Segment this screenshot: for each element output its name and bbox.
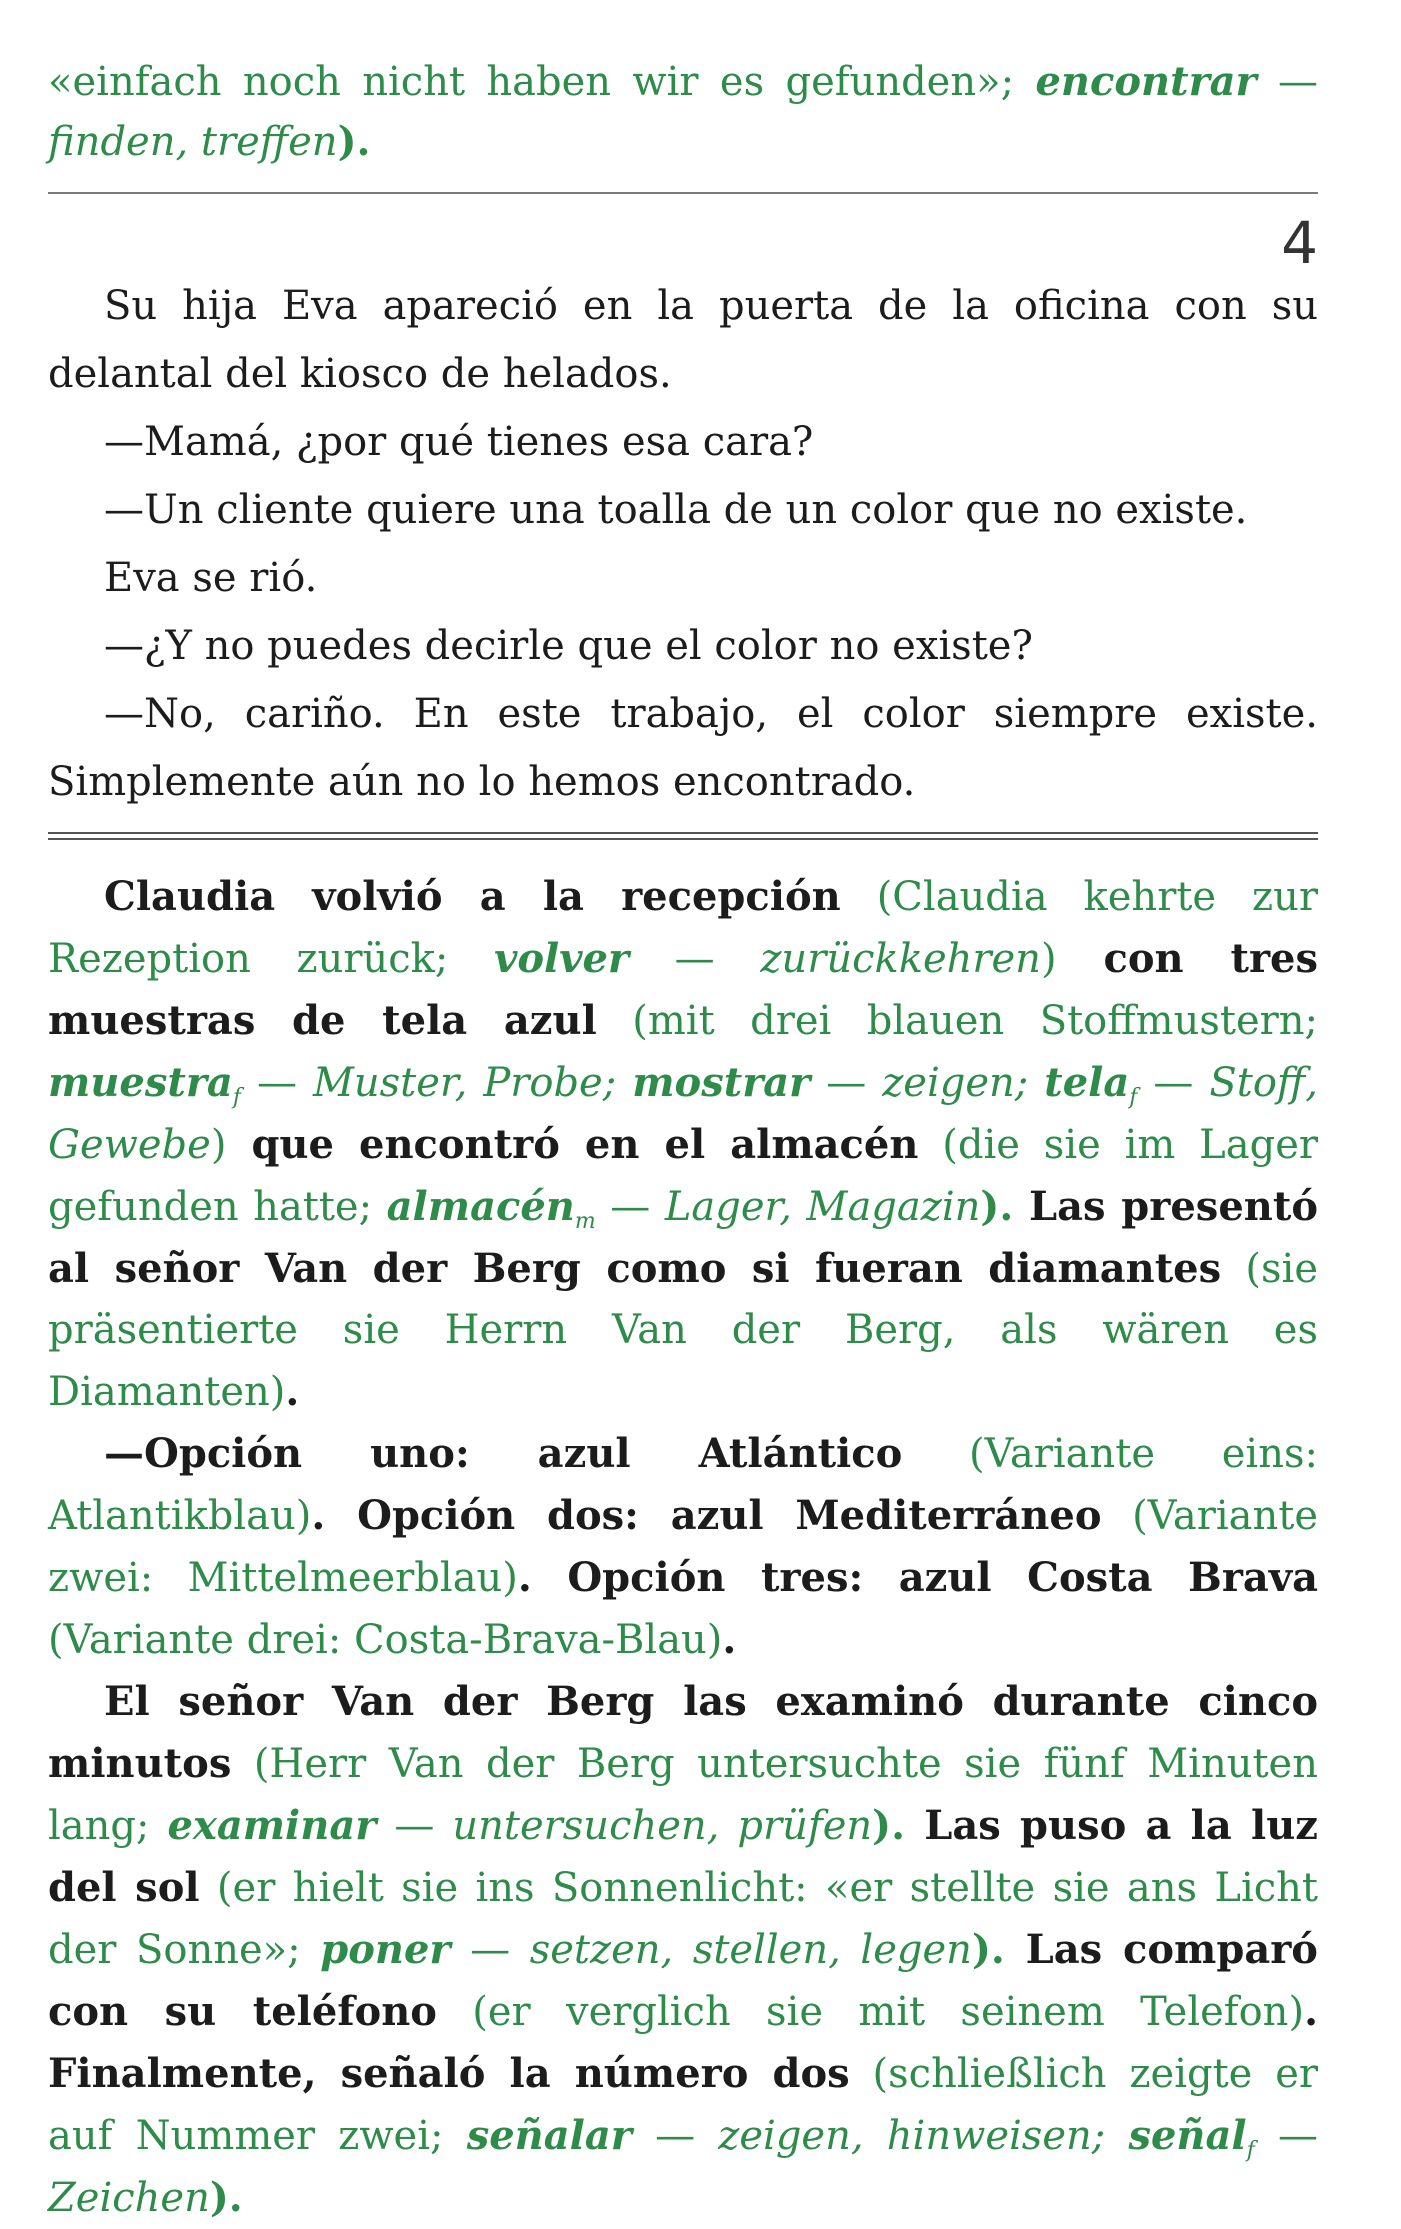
story-paragraph: —No, cariño. En este trabajo, el color siempre existe. Simplemente aún no lo hemos encontrado. <box>48 691 1318 805</box>
story-paragraph: —Mamá, ¿por qué tienes esa cara? <box>104 419 814 465</box>
story-paragraph: —Un cliente quiere una toalla de un color que no existe. <box>104 487 1248 533</box>
gloss-paragraph: Claudia volvió a la recepción (Claudia kehrte zur Rezeption zurück; volver — zurückkehren) con tres muestras de tela azul (mit drei blauen Stoffmustern; muestra$_f$ — Muster, Probe; mostrar — zeigen; tela$_f$ — Stoff, Gewebe) que encontró en el almacén (die sie im Lager gefunden hatte; almacén$_m$ — Lager, Magazin). Las presentó al señor Van der Berg como si fueran diamantes (sie präsentierte sie Herrn Van der Berg, als wären es Diamanten). <box>48 873 1319 1415</box>
story-paragraph: Su hija Eva apareció en la puerta de la oficina con su delantal del kiosco de helados. <box>48 283 1318 397</box>
previous-gloss-fragment: «einfach noch nicht haben wir es gefunden»; encontrar — finden, treffen). <box>48 58 1318 165</box>
story-paragraph: Eva se rió. <box>104 555 318 601</box>
book-page <box>48 52 1318 2229</box>
story-passage <box>48 272 1318 816</box>
section-divider <box>48 192 1318 194</box>
gloss-paragraph: —Opción uno: azul Atlántico (Variante eins: Atlantikblau). Opción dos: azul Mediterráneo (Variante zwei: Mittelmeerblau). Opción tres: azul Costa Brava (Variante drei: Costa-Brava-Blau). <box>48 1430 1319 1663</box>
glossed-passage <box>48 866 1318 2229</box>
double-divider <box>48 832 1318 840</box>
gloss-paragraph: El señor Van der Berg las examinó durante cinco minutos (Herr Van der Berg untersuchte sie fünf Minuten lang; examinar — untersuchen, prüfen). Las puso a la luz del sol (er hielt sie ins Sonnenlicht: «er stellte sie ans Licht der Sonne»; poner — setzen, stellen, legen). Las comparó con su teléfono (er verglich sie mit seinem Telefon). Finalmente, señaló la número dos (schließlich zeigte er auf Nummer zwei; señalar — zeigen, hinweisen; señal$_f$ — Zeichen). <box>48 1678 1319 2221</box>
chapter-number: 4 <box>1281 209 1318 277</box>
story-paragraph: —¿Y no puedes decirle que el color no existe? <box>104 623 1033 669</box>
